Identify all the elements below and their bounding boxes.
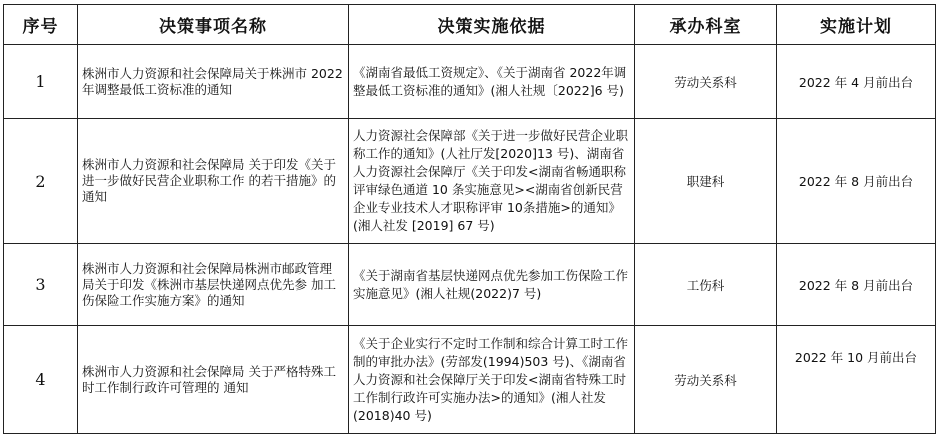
item-basis: 《湖南省最低工资规定》、《关于湖南省 2022年调整最低工资标准的通知》(湘人社规〔2022]6 号): [349, 45, 635, 119]
item-name: 株洲市人力资源和社会保障局 关于严格特殊工时工作制行政许可管理的 通知: [78, 326, 349, 434]
header-plan: 实施计划: [777, 5, 936, 45]
item-plan: 2022 年 8 月前出台: [777, 119, 936, 244]
header-item-name: 决策事项名称: [78, 5, 349, 45]
header-row: [4, 5, 936, 45]
row-number: 1: [4, 45, 78, 119]
item-plan: 2022 年 10 月前出台: [777, 326, 936, 434]
row-number: 2: [4, 119, 78, 244]
table-row: [4, 244, 936, 326]
item-plan: 2022 年 8 月前出台: [777, 244, 936, 326]
table-row: [4, 119, 936, 244]
item-department: 职建科: [635, 119, 777, 244]
item-name: 株洲市人力资源和社会保障局 关于印发《关于进一步做好民营企业职称工作 的若干措施》的通知: [78, 119, 349, 244]
row-number: 3: [4, 244, 78, 326]
row-number: 4: [4, 326, 78, 434]
item-name: 株洲市人力资源和社会保障局株洲市邮政管理 局关于印发《株洲市基层快递网点优先参 加工伤保险工作实施方案》的通知: [78, 244, 349, 326]
item-department: 工伤科: [635, 244, 777, 326]
header-serial: 序号: [4, 5, 78, 45]
header-basis: 决策实施依据: [349, 5, 635, 45]
item-name: 株洲市人力资源和社会保障局关于株洲市 2022 年调整最低工资标准的通知: [78, 45, 349, 119]
table-row: [4, 326, 936, 434]
item-basis: 人力资源社会保障部《关于进一步做好民营企业职称工作的通知》(人社厅发[2020]13 号)、湖南省人力资源社会保障厅《关于印发<湖南省畅通职称评审绿色通道 10 条实施意见><湖南省创新民营企业专业技术人才职称评审 10条措施>的通知》(湘人社发 [2019] 67 号): [349, 119, 635, 244]
item-basis: 《关于企业实行不定时工作制和综合计算工时工作制的审批办法》(劳部发(1994)503 号)、《湖南省人力资源和社会保障厅关于印发<湖南省特殊工时工作制行政许可实施办法>的通知》(湘人社发(2018)40 号): [349, 326, 635, 434]
item-department: 劳动关系科: [635, 326, 777, 434]
header-department: 承办科室: [635, 5, 777, 45]
item-plan: 2022 年 4 月前出台: [777, 45, 936, 119]
table-row: [4, 45, 936, 119]
item-department: 劳动关系科: [635, 45, 777, 119]
item-basis: 《关于湖南省基层快递网点优先参加工伤保险工作实施意见》(湘人社规(2022)7 号): [349, 244, 635, 326]
decision-table: [3, 4, 936, 434]
